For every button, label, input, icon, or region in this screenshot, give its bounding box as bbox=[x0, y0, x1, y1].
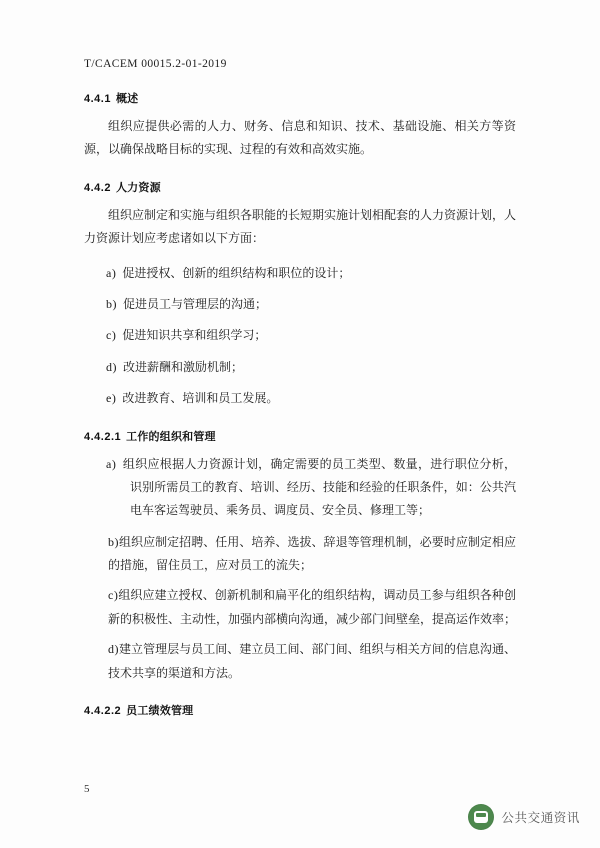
list-item-label: d) bbox=[106, 359, 117, 374]
section-number: 4.4.1 bbox=[84, 93, 111, 105]
list-item bbox=[84, 638, 516, 685]
list-item-text: 促进员工与管理层的沟通； bbox=[123, 296, 268, 311]
list-item-text: 组织应建立授权、创新机制和扁平化的组织结构，调动员工参与组织各种创新的积极性、主动性，加强内部横向沟通，减少部门间壁垒，提高运作效率； bbox=[108, 588, 517, 626]
page-number: 5 bbox=[84, 783, 90, 795]
list-item-label: a) bbox=[106, 456, 117, 471]
list-item-text: 组织应根据人力资源计划，确定需要的员工类型、数量，进行职位分析，识别所需员工的教育、培训、经历、技能和经验的任职条件，如：公共汽电车客运驾驶员、乘务员、调度员、安全员、修理工等； bbox=[122, 456, 516, 518]
list-item bbox=[84, 262, 516, 285]
list-item bbox=[84, 293, 516, 316]
list-item-label: b) bbox=[108, 534, 119, 549]
document-header-code: T/CACEM 00015.2-01-2019 bbox=[84, 58, 227, 70]
bus-badge-icon bbox=[468, 804, 494, 830]
paragraph: 组织应提供必需的人力、财务、信息和知识、技术、基础设施、相关方等资源，以确保战略目标的实现、过程的有效和高效实施。 bbox=[84, 119, 516, 157]
section-heading-4-4-2-2 bbox=[84, 702, 516, 718]
section-title: 员工绩效管理 bbox=[126, 704, 194, 718]
list-item-label: b) bbox=[106, 296, 117, 311]
list-item bbox=[84, 453, 516, 523]
list-item-text: 改进薪酬和激励机制； bbox=[123, 359, 244, 374]
page-content bbox=[84, 58, 516, 727]
list-item-text: 建立管理层与员工间、建立员工间、部门间、组织与相关方间的信息沟通、技术共享的渠道和方法。 bbox=[108, 642, 516, 680]
list-item-text: 促进授权、创新的组织结构和职位的设计； bbox=[122, 265, 351, 280]
list-item bbox=[84, 531, 516, 578]
list-item-label: c) bbox=[106, 328, 117, 343]
paragraph: 组织应制定和实施与组织各职能的长短期实施计划相配套的人力资源计划，人力资源计划应考虑诸如以下方面： bbox=[84, 207, 517, 246]
section-title: 概述 bbox=[115, 92, 139, 105]
section-heading-4-4-2-1 bbox=[84, 428, 516, 444]
list-item bbox=[84, 356, 516, 379]
section-number: 4.4.2.1 bbox=[84, 430, 122, 443]
list-item-label: e) bbox=[106, 391, 117, 406]
section-heading-4-4-1 bbox=[84, 90, 516, 106]
list-item bbox=[84, 324, 516, 347]
section-number: 4.4.2 bbox=[84, 181, 111, 194]
list-item bbox=[84, 387, 516, 410]
watermark-label: 公共交通资讯 bbox=[501, 810, 580, 825]
list-item-label: c) bbox=[108, 588, 119, 603]
list-item-text: 改进教育、培训和员工发展。 bbox=[122, 391, 279, 406]
list-item-text: 组织应制定招聘、任用、培养、选拔、辞退等管理机制，必要时应制定相应的措施，留住员工，应对员工的流失； bbox=[108, 534, 516, 573]
section-title: 工作的组织和管理 bbox=[126, 429, 216, 443]
section-title: 人力资源 bbox=[115, 180, 161, 194]
section-number: 4.4.2.2 bbox=[84, 705, 122, 718]
list-item-text: 促进知识共享和组织学习； bbox=[122, 328, 267, 343]
section-heading-4-4-2 bbox=[84, 179, 516, 195]
list-item bbox=[84, 584, 516, 631]
list-item-label: a) bbox=[106, 265, 117, 280]
watermark bbox=[468, 804, 580, 830]
list-item-label: d) bbox=[108, 642, 119, 657]
